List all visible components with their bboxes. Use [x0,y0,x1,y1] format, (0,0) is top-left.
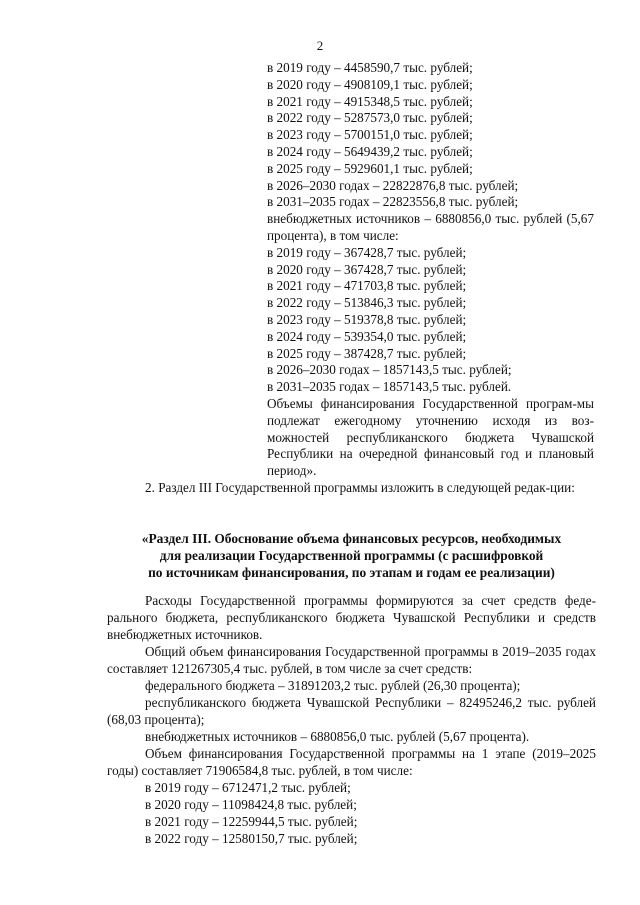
stage-year-line: в 2019 году – 6712471,2 тыс. рублей; [145,780,351,795]
year-line: в 2020 году – 367428,7 тыс. рублей; [267,261,467,277]
year-line: в 2026–2030 годах – 1857143,5 тыс. рублей; [267,362,512,378]
stage-year-line: в 2022 году – 12580150,7 тыс. рублей; [145,831,358,846]
federal-budget-line: федерального бюджета – 31891203,2 тыс. рублей (26,30 процента); [145,678,521,693]
year-line: в 2019 году – 4458590,7 тыс. рублей; [267,60,473,75]
heading-line-1: «Раздел III. Обоснование объема финансовых ресурсов, необходимых [141,531,562,546]
year-line: в 2031–2035 годах – 22823556,8 тыс. рублей; [267,194,519,210]
heading-line-2: для реализации Государственной программы (с расшифровкой [159,548,544,563]
year-line: в 2025 году – 387428,7 тыс. рублей; [267,345,467,361]
year-line: в 2024 году – 5649439,2 тыс. рублей; [267,143,473,159]
year-line: в 2023 году – 5700151,0 тыс. рублей; [267,127,473,143]
year-line: в 2023 году – 519378,8 тыс. рублей; [267,311,467,327]
year-line: в 2031–2035 годах – 1857143,5 тыс. рублей. [267,379,512,395]
year-line: в 2025 году – 5929601,1 тыс. рублей; [267,160,473,176]
stage-year-line: в 2021 году – 12259944,5 тыс. рублей; [145,814,358,829]
paragraph-expenses: Расходы Государственной программы формируются за счет средств феде-рального бюджета, республиканского бюджета Чувашской Республики и средств внебюджетных источников. [107,593,596,642]
stage-year-line: в 2020 году – 11098424,8 тыс. рублей; [145,797,357,812]
heading-line-3: по источникам финансирования, по этапам и годам ее реализации) [148,565,555,580]
continuation-column [267,60,594,480]
extrabudget-line: внебюджетных источников – 6880856,0 тыс. рублей (5,67 процента). [145,729,530,744]
paragraph-stage-1: Объем финансирования Государственной программы на 1 этапе (2019–2025 годы) составляет 71906584,8 тыс. рублей, в том числе: [107,746,596,778]
year-line: в 2022 году – 5287573,0 тыс. рублей; [267,110,473,126]
amendment-item [107,479,596,496]
year-line: в 2021 году – 471703,8 тыс. рублей; [267,278,467,294]
paragraph-total: Общий объем финансирования Государственной программы в 2019–2035 годах составляет 121267305,4 тыс. рублей, в том числе за счет средств: [107,644,596,676]
extrabudget-intro: внебюджетных источников – 6880856,0 тыс. рублей (5,67 процента), в том числе: [267,211,594,243]
year-line: в 2021 году – 4915348,5 тыс. рублей; [267,93,473,109]
year-line: в 2026–2030 годах – 22822876,8 тыс. рублей; [267,177,519,193]
year-line: в 2019 году – 367428,7 тыс. рублей; [267,244,467,260]
page-number: 2 [316,38,324,53]
closing-paragraph: Объемы финансирования Государственной програм-мы подлежат ежегодному уточнению исходя из воз-можностей республиканского бюджета Чувашской Республики на очередной финансовый год и плановый период». [267,395,594,479]
item-2-text: 2. Раздел III Государственной программы изложить в следующей редак-ции: [145,480,575,495]
year-line: в 2022 году – 513846,3 тыс. рублей; [267,295,467,311]
republican-budget-line: республиканского бюджета Чувашской Республики – 82495246,2 тыс. рублей (68,03 процента); [107,695,596,727]
year-line: в 2020 году – 4908109,1 тыс. рублей; [267,76,473,92]
section-body [107,592,596,847]
section-heading [107,530,596,581]
year-line: в 2024 году – 539354,0 тыс. рублей; [267,328,467,344]
